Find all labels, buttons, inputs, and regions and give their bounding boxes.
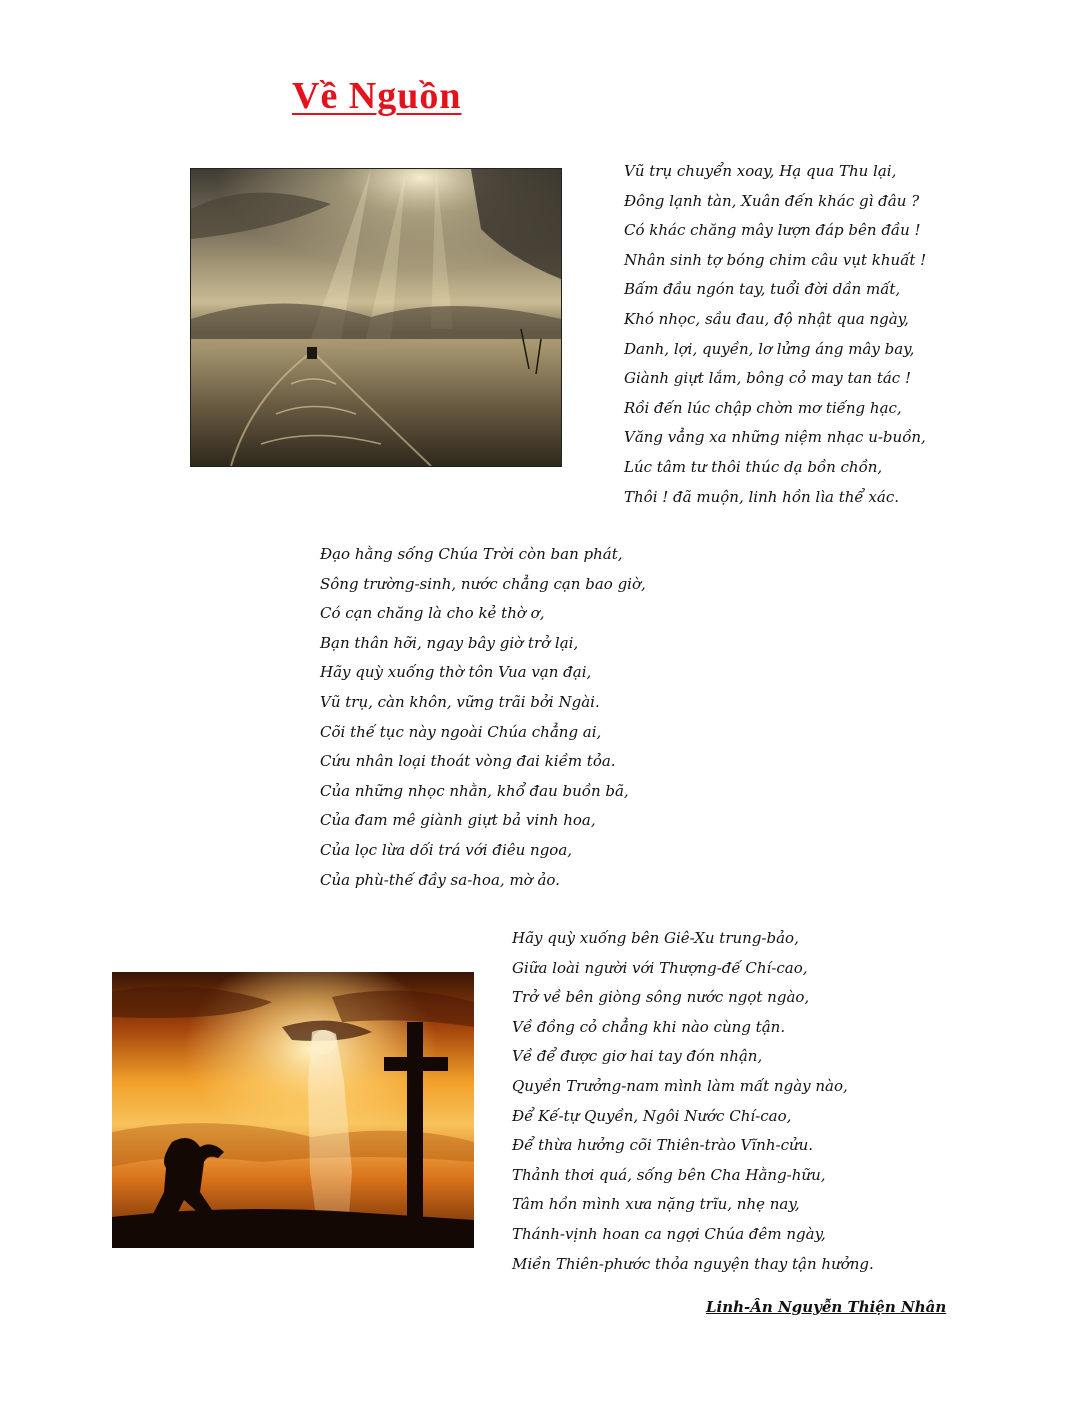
cross-sunset-photo bbox=[112, 972, 474, 1248]
poem-line: Thảnh thơi quá, sống bên Cha Hằng-hữu, bbox=[512, 1165, 826, 1184]
poem-line: Của lọc lừa dối trá với điêu ngoa, bbox=[320, 840, 573, 859]
poem-line: Văng vẳng xa những niệm nhạc u-buồn, bbox=[624, 428, 926, 447]
poem-line: Vũ trụ, càn khôn, vững trãi bởi Ngài. bbox=[320, 692, 600, 711]
author-signature: Linh-Ân Nguyễn Thiện Nhân bbox=[706, 1298, 947, 1316]
poem-line: Về để được giơ hai tay đón nhận, bbox=[512, 1047, 763, 1066]
poem-line: Tâm hồn mình xưa nặng trĩu, nhẹ nay, bbox=[512, 1195, 800, 1214]
poem-line: Rồi đến lúc chập chờn mơ tiếng hạc, bbox=[624, 398, 902, 417]
poem-line: Của phù-thế đầy sa-hoa, mờ ảo. bbox=[320, 870, 560, 889]
poem-line: Của đam mê giành giựt bả vinh hoa, bbox=[320, 811, 596, 830]
stanza-1 bbox=[624, 157, 926, 512]
poem-line: Có khác chăng mây lượn đáp bên đầu ! bbox=[624, 221, 921, 240]
stanza-3 bbox=[512, 924, 874, 1279]
poem-line: Có cạn chăng là cho kẻ thờ ơ, bbox=[320, 604, 545, 623]
poem-title: Về Nguồn bbox=[292, 75, 462, 117]
poem-line: Của những nhọc nhằn, khổ đau buồn bã, bbox=[320, 781, 629, 800]
boat-sunrays-photo bbox=[190, 168, 562, 467]
poem-line: Trở về bên giòng sông nước ngọt ngào, bbox=[512, 988, 810, 1007]
poem-line: Quyền Trưởng-nam mình làm mất ngày nào, bbox=[512, 1076, 848, 1095]
poem-line: Hãy quỳ xuống thờ tôn Vua vạn đại, bbox=[320, 663, 592, 682]
poem-line: Đông lạnh tàn, Xuân đến khác gì đâu ? bbox=[624, 191, 920, 210]
poem-line: Thôi ! đã muộn, linh hồn lìa thể xác. bbox=[624, 487, 899, 506]
poem-line: Hãy quỳ xuống bên Giê-Xu trung-bảo, bbox=[512, 929, 799, 947]
poem-line: Để Kế-tự Quyền, Ngôi Nước Chí-cao, bbox=[512, 1106, 792, 1125]
poem-line: Thánh-vịnh hoan ca ngợi Chúa đêm ngày, bbox=[512, 1224, 826, 1243]
poem-line: Nhân sinh tợ bóng chim câu vụt khuất ! bbox=[624, 250, 927, 269]
stanza-2 bbox=[320, 540, 646, 895]
poem-line: Vũ trụ chuyển xoay, Hạ qua Thu lại, bbox=[624, 162, 897, 180]
poem-line: Cứu nhân loại thoát vòng đai kiềm tỏa. bbox=[320, 752, 616, 771]
poem-line: Để thừa hưởng cõi Thiên-trào Vĩnh-cửu. bbox=[512, 1136, 814, 1155]
poem-line: Sông trường-sinh, nước chẳng cạn bao giờ, bbox=[320, 574, 646, 593]
poem-line: Danh, lợi, quyền, lơ lửng áng mây bay, bbox=[624, 339, 915, 358]
poem-line: Bạn thân hỡi, ngay bây giờ trở lại, bbox=[320, 633, 579, 652]
poem-line: Giữa loài người với Thượng-đế Chí-cao, bbox=[512, 958, 808, 977]
poem-line: Giành giựt lắm, bông cỏ may tan tác ! bbox=[624, 369, 912, 388]
poem-line: Cõi thế tục này ngoài Chúa chẳng ai, bbox=[320, 722, 602, 741]
poem-line: Miền Thiên-phước thỏa nguyện thay tận hưởng. bbox=[512, 1254, 874, 1273]
poem-line: Bấm đầu ngón tay, tuổi đời dần mất, bbox=[624, 280, 901, 299]
poem-line: Lúc tâm tư thôi thúc dạ bồn chồn, bbox=[624, 457, 883, 476]
poem-line: Đạo hằng sống Chúa Trời còn ban phát, bbox=[320, 545, 623, 563]
poem-line: Về đồng cỏ chẳng khi nào cùng tận. bbox=[512, 1017, 786, 1036]
poem-line: Khó nhọc, sầu đau, độ nhật qua ngày, bbox=[624, 309, 909, 328]
